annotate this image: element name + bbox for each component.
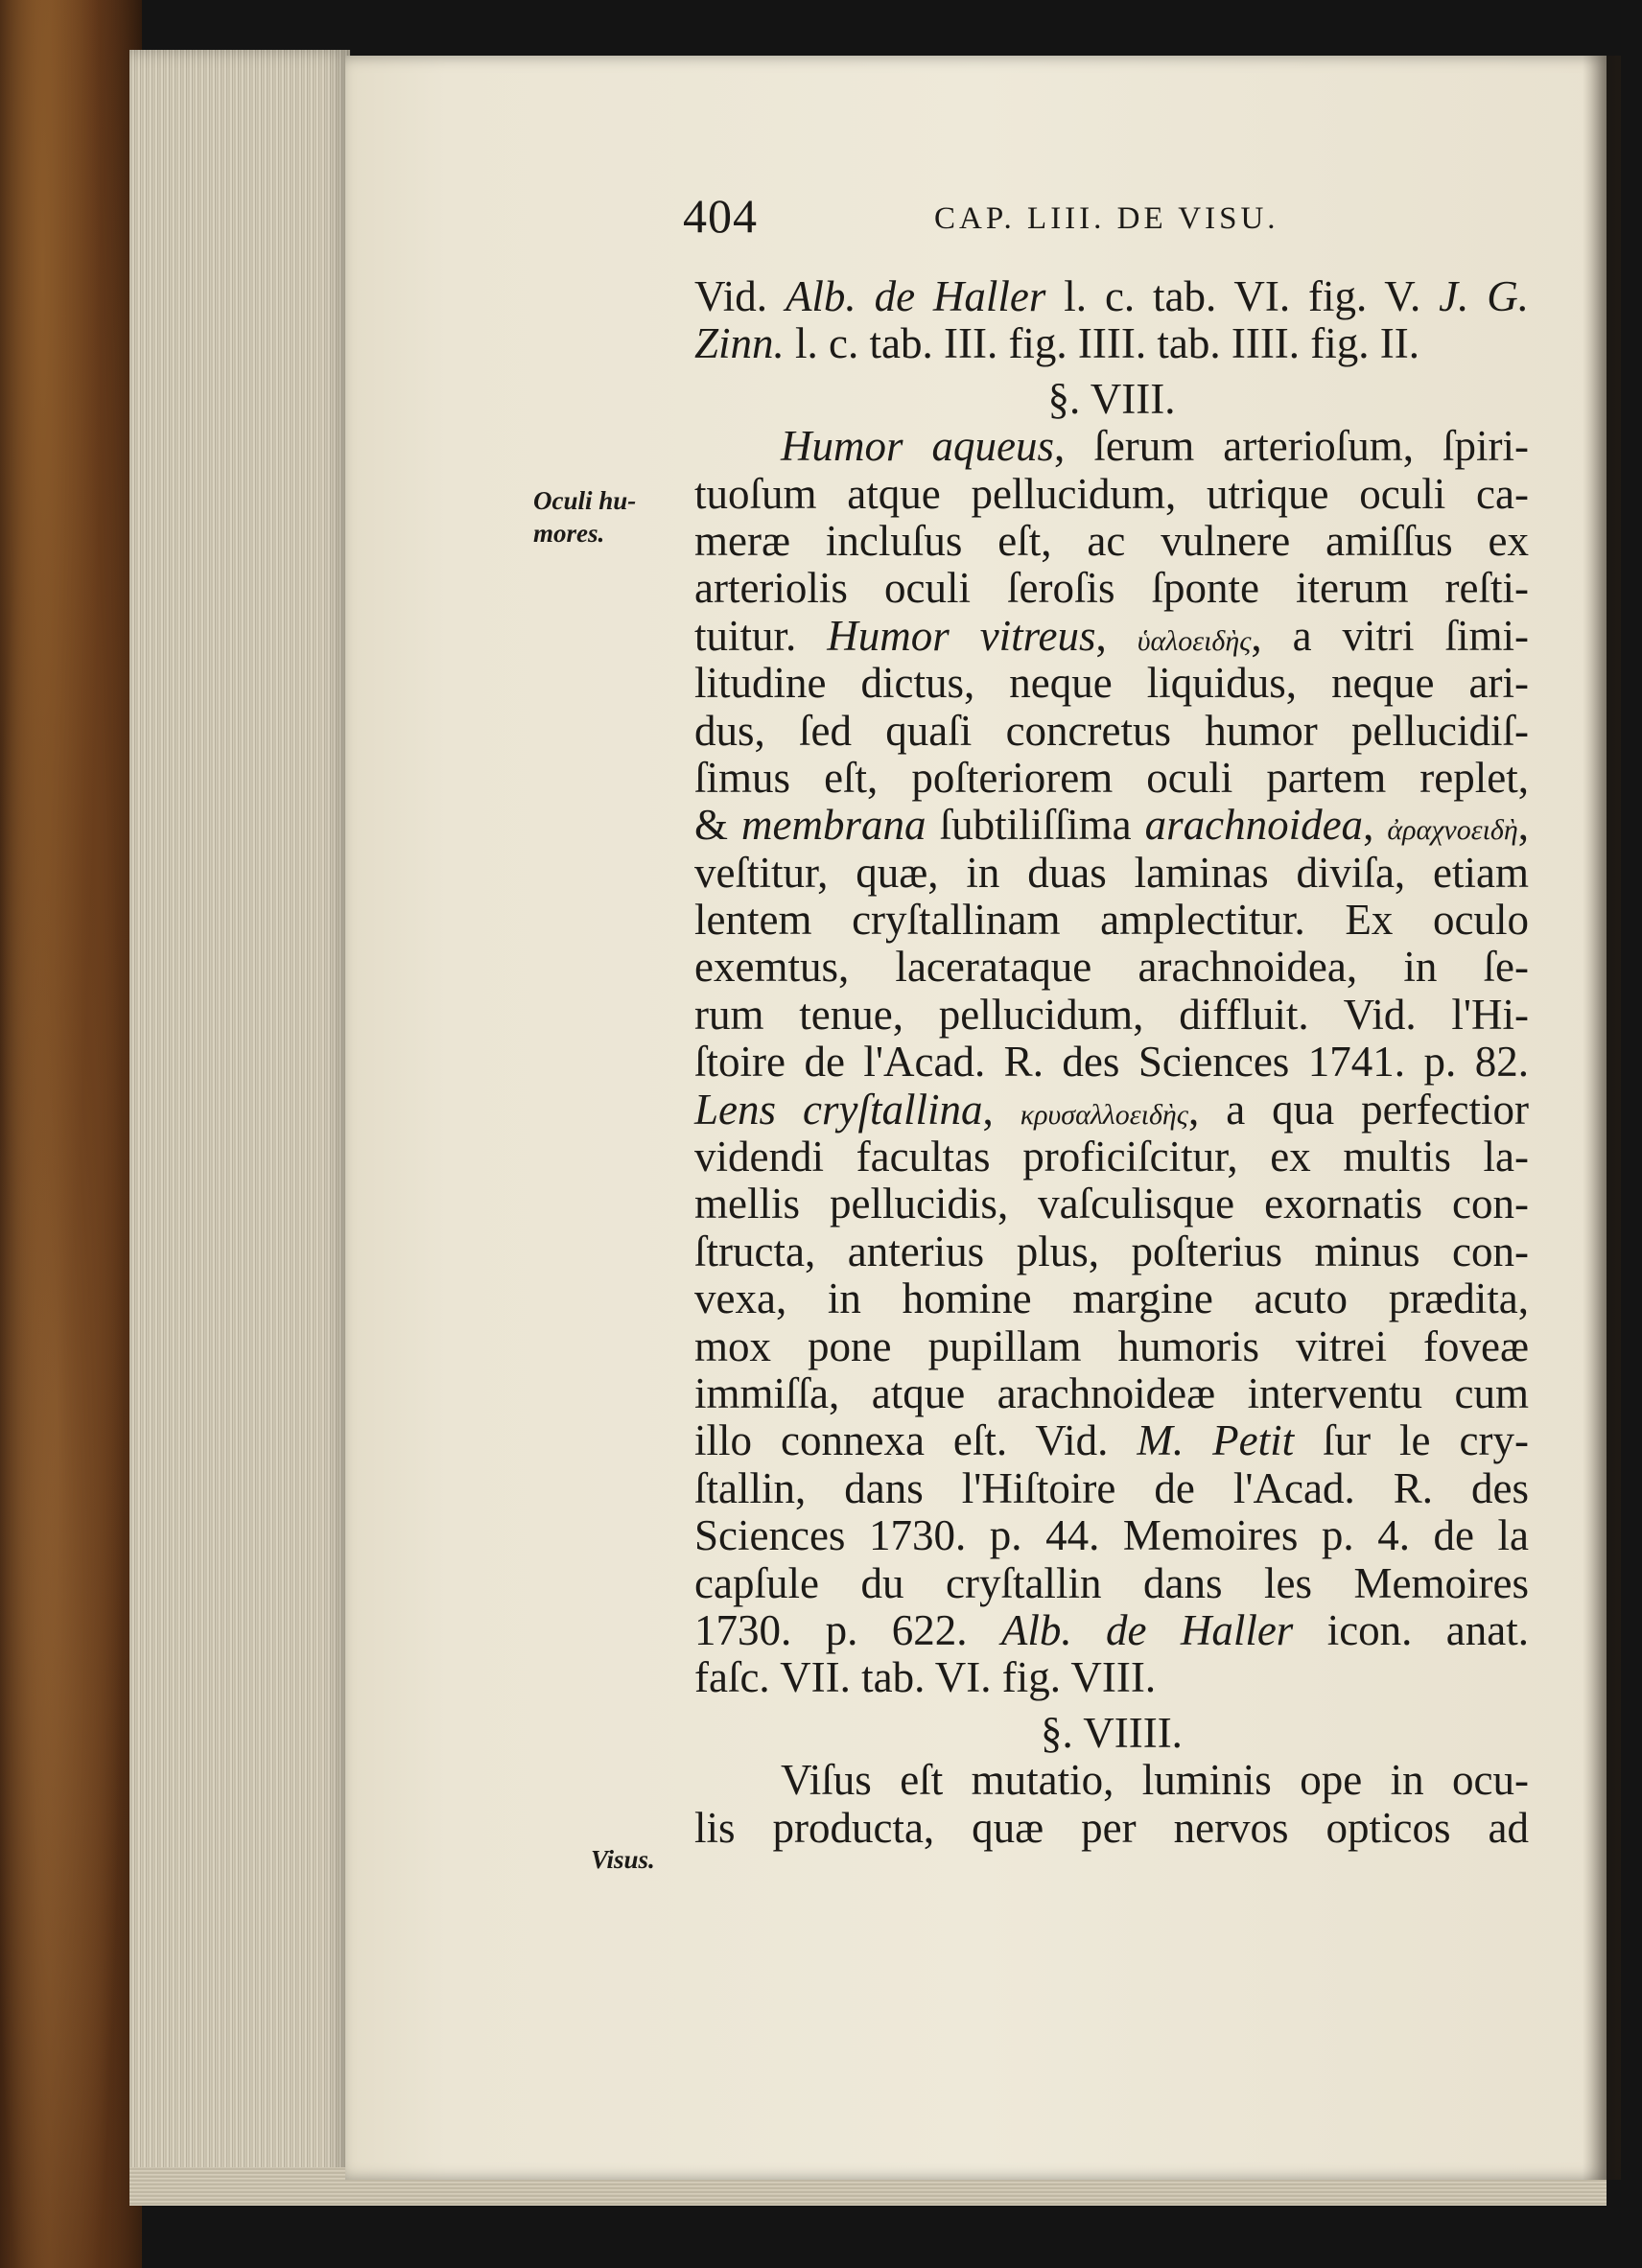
text-line: Vid. Alb. de Haller l. c. tab. VI. fig. V. J. G. [694, 272, 1529, 320]
text-line: veſtitur, quæ, in duas laminas diviſa, etiam [694, 848, 1529, 897]
text-line: arteriolis oculi ſeroſis ſponte iterum reſti- [694, 564, 1529, 613]
chapter-title: CAP. LIII. DE VISU. [934, 201, 1279, 236]
text-line: ſtructa, anterius plus, poſterius minus con- [694, 1227, 1529, 1275]
book-cover-marbled [0, 0, 142, 2268]
text-line: mellis pellucidis, vaſculisque exornatis con- [694, 1180, 1529, 1228]
text-line: mox pone pupillam humoris vitrei foveæ [694, 1321, 1529, 1370]
margin-note-visus: Visus. [591, 1845, 655, 1874]
text-line: tuitur. Humor vitreus, ὑαλοειδὴς, a vitri ſimi- [694, 611, 1529, 660]
text-line: rum tenue, pellucidum, diffluit. Vid. l'Hi- [694, 990, 1529, 1039]
text-line: Viſus eſt mutatio, luminis ope in ocu- [781, 1756, 1529, 1805]
text-line: & membrana ſubtiliſſima arachnoidea, ἀραχνοειδὴ, [694, 801, 1529, 850]
text-line: ſtallin, dans l'Hiſtoire de l'Acad. R. des [694, 1463, 1529, 1512]
page-number: 404 [683, 189, 758, 243]
text-line: Sciences 1730. p. 44. Memoires p. 4. de la [694, 1511, 1529, 1560]
text-line: Humor aqueus, ſerum arterioſum, ſpiri- [781, 422, 1529, 471]
margin-note-line: Oculi hu- [533, 486, 637, 515]
text-line: Zinn. l. c. tab. III. fig. IIII. tab. IIII. fig. II. [694, 319, 1419, 368]
text-line: litudine dictus, neque liquidus, neque ari- [694, 659, 1529, 708]
section-heading-viii: §. VIII. [1047, 374, 1176, 423]
text-line: ſimus eſt, poſteriorem oculi partem replet, [694, 753, 1529, 802]
text-line: meræ incluſus eſt, ac vulnere amiſſus ex [694, 516, 1529, 565]
text-line: illo connexa eſt. Vid. M. Petit ſur le cry- [694, 1416, 1529, 1465]
text-line: tuoſum atque pellucidum, utrique oculi ca- [694, 469, 1529, 518]
running-head [683, 188, 1527, 246]
text-line: 1730. p. 622. Alb. de Haller icon. anat. [694, 1605, 1529, 1654]
section-heading-viiii: §. VIIII. [1041, 1708, 1183, 1757]
text-line: ſtoire de l'Acad. R. des Sciences 1741. p. 82. [694, 1038, 1529, 1087]
text-line: dus, ſed quaſi concretus humor pellucidiſ- [694, 706, 1529, 755]
text-line: vexa, in homine margine acuto prædita, [694, 1274, 1529, 1323]
text-line: videndi facultas proficiſcitur, ex multis la- [694, 1133, 1529, 1181]
text-line: Lens cryſtallina, κρυσαλλοειδὴς, a qua perfectior [694, 1085, 1529, 1134]
margin-note-humores [533, 484, 636, 549]
text-line: capſule du cryſtallin dans les Memoires [694, 1558, 1529, 1607]
gutter-shadow [1583, 56, 1621, 2180]
text-line: immiſſa, atque arachnoideæ interventu cum [694, 1368, 1529, 1417]
margin-note-line: mores. [533, 519, 605, 548]
text-line: faſc. VII. tab. VI. fig. VIII. [694, 1653, 1157, 1702]
body-text [694, 273, 1529, 1852]
page-edges [129, 50, 350, 2198]
text-line: exemtus, lacerataque arachnoidea, in ſe- [694, 943, 1529, 992]
text-line: lentem cryſtallinam amplectitur. Ex oculo [694, 896, 1529, 945]
text-line: lis producta, quæ per nervos opticos ad [694, 1803, 1529, 1852]
